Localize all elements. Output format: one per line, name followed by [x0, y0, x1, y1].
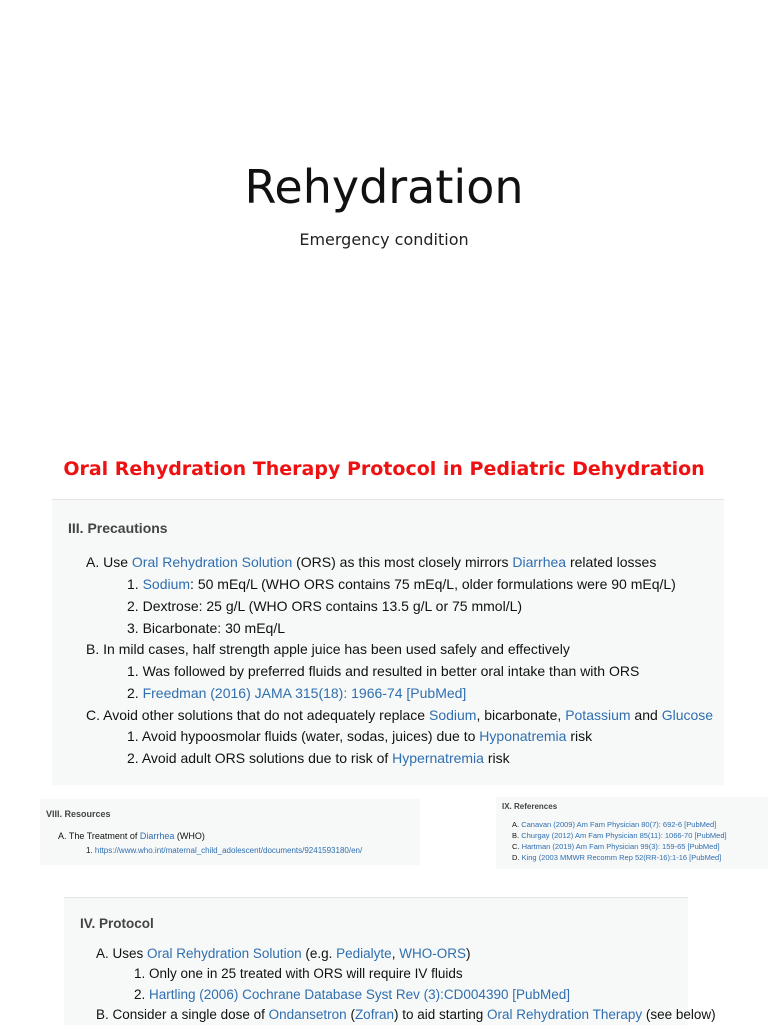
- diarrhea-link[interactable]: Diarrhea: [512, 554, 567, 570]
- list-item: A. Uses Oral Rehydration Solution (e.g. Pedialyte, WHO-ORS): [96, 946, 471, 961]
- resources-title: VIII. Resources: [46, 809, 111, 819]
- ort-link[interactable]: Oral Rehydration Therapy: [487, 1007, 643, 1022]
- protocol-title: IV. Protocol: [80, 916, 154, 931]
- who-url-link[interactable]: https://www.who.int/maternal_child_adolescent/documents/9241593180/en/: [94, 846, 363, 855]
- reference-item: B. Churgay (2012) Am Fam Physician 85(11): 1066-70 [PubMed]: [512, 831, 727, 840]
- hartling-link[interactable]: Hartling (2006) Cochrane Database Syst Rev (3):CD004390 [PubMed]: [149, 987, 570, 1002]
- sodium-link[interactable]: Sodium: [142, 576, 191, 592]
- ondansetron-link[interactable]: Ondansetron: [268, 1007, 347, 1022]
- glucose-link[interactable]: Glucose: [661, 707, 714, 723]
- zofran-link[interactable]: Zofran: [354, 1007, 394, 1022]
- reference-link[interactable]: Churgay (2012) Am Fam Physician 85(11): 1066-70 [PubMed]: [521, 831, 727, 840]
- pedialyte-link[interactable]: Pedialyte: [336, 946, 392, 961]
- reference-link[interactable]: Canavan (2009) Am Fam Physician 80(7): 692-6 [PubMed]: [521, 820, 717, 829]
- resources-panel: [40, 799, 420, 865]
- ors-link[interactable]: Oral Rehydration Solution: [147, 946, 302, 961]
- hyponatremia-link[interactable]: Hyponatremia: [479, 728, 567, 744]
- list-item: 2. Avoid adult ORS solutions due to risk of Hypernatremia risk: [127, 750, 510, 766]
- list-item: C. Avoid other solutions that do not adequately replace Sodium, bicarbonate, Potassium and Glucose: [86, 707, 714, 723]
- precautions-title: III. Precautions: [68, 520, 168, 536]
- list-item: 1. Only one in 25 treated with ORS will require IV fluids: [134, 966, 463, 981]
- protocol-panel: [64, 897, 716, 1025]
- list-item: 1. Sodium: 50 mEq/L (WHO ORS contains 75 mEq/L, older formulations were 90 mEq/L): [127, 576, 676, 592]
- page-subtitle: Emergency condition: [299, 230, 469, 249]
- list-item: B. In mild cases, half strength apple juice has been used safely and effectively: [86, 641, 570, 657]
- references-panel: [496, 797, 768, 869]
- list-item: 1. Avoid hypoosmolar fluids (water, sodas, juices) due to Hyponatremia risk: [127, 728, 593, 744]
- potassium-link[interactable]: Potassium: [565, 707, 631, 723]
- list-item: 2. Freedman (2016) JAMA 315(18): 1966-74 [PubMed]: [127, 685, 467, 701]
- reference-item: D. King (2003 MMWR Recomm Rep 52(RR-16):1-16 [PubMed]: [512, 853, 722, 862]
- ors-link[interactable]: Oral Rehydration Solution: [131, 554, 293, 570]
- list-item: A. The Treatment of Diarrhea (WHO): [58, 831, 205, 841]
- who-ors-link[interactable]: WHO-ORS: [399, 946, 466, 961]
- reference-link[interactable]: Hartman (2019) Am Fam Physician 99(3): 159-65 [PubMed]: [521, 842, 720, 851]
- list-item: 1. https://www.who.int/maternal_child_adolescent/documents/9241593180/en/: [86, 846, 363, 855]
- sodium-link[interactable]: Sodium: [428, 707, 477, 723]
- list-item: 3. Bicarbonate: 30 mEq/L: [127, 620, 285, 636]
- list-item: A. Use Oral Rehydration Solution (ORS) as this most closely mirrors Diarrhea related losses: [86, 554, 657, 570]
- list-item: 1. Was followed by preferred fluids and resulted in better oral intake than with ORS: [127, 663, 640, 679]
- freedman-link[interactable]: Freedman (2016) JAMA 315(18): 1966-74 [PubMed]: [142, 685, 467, 701]
- page-title: Rehydration: [244, 160, 524, 214]
- reference-item: A. Canavan (2009) Am Fam Physician 80(7): 692-6 [PubMed]: [512, 820, 717, 829]
- list-item: 2. Hartling (2006) Cochrane Database Syst Rev (3):CD004390 [PubMed]: [134, 987, 570, 1002]
- precautions-panel: [52, 499, 724, 785]
- hypernatremia-link[interactable]: Hypernatremia: [392, 750, 484, 766]
- reference-item: C. Hartman (2019) Am Fam Physician 99(3): 159-65 [PubMed]: [512, 842, 720, 851]
- reference-link[interactable]: King (2003 MMWR Recomm Rep 52(RR-16):1-16 [PubMed]: [521, 853, 722, 862]
- references-title: IX. References: [502, 802, 558, 811]
- diarrhea-link[interactable]: Diarrhea: [139, 831, 175, 841]
- list-item: 2. Dextrose: 25 g/L (WHO ORS contains 13.5 g/L or 75 mmol/L): [127, 598, 523, 614]
- section-heading: Oral Rehydration Therapy Protocol in Pediatric Dehydration: [63, 458, 705, 480]
- list-item: B. Consider a single dose of Ondansetron (Zofran) to aid starting Oral Rehydration Therapy (see below): [96, 1007, 716, 1022]
